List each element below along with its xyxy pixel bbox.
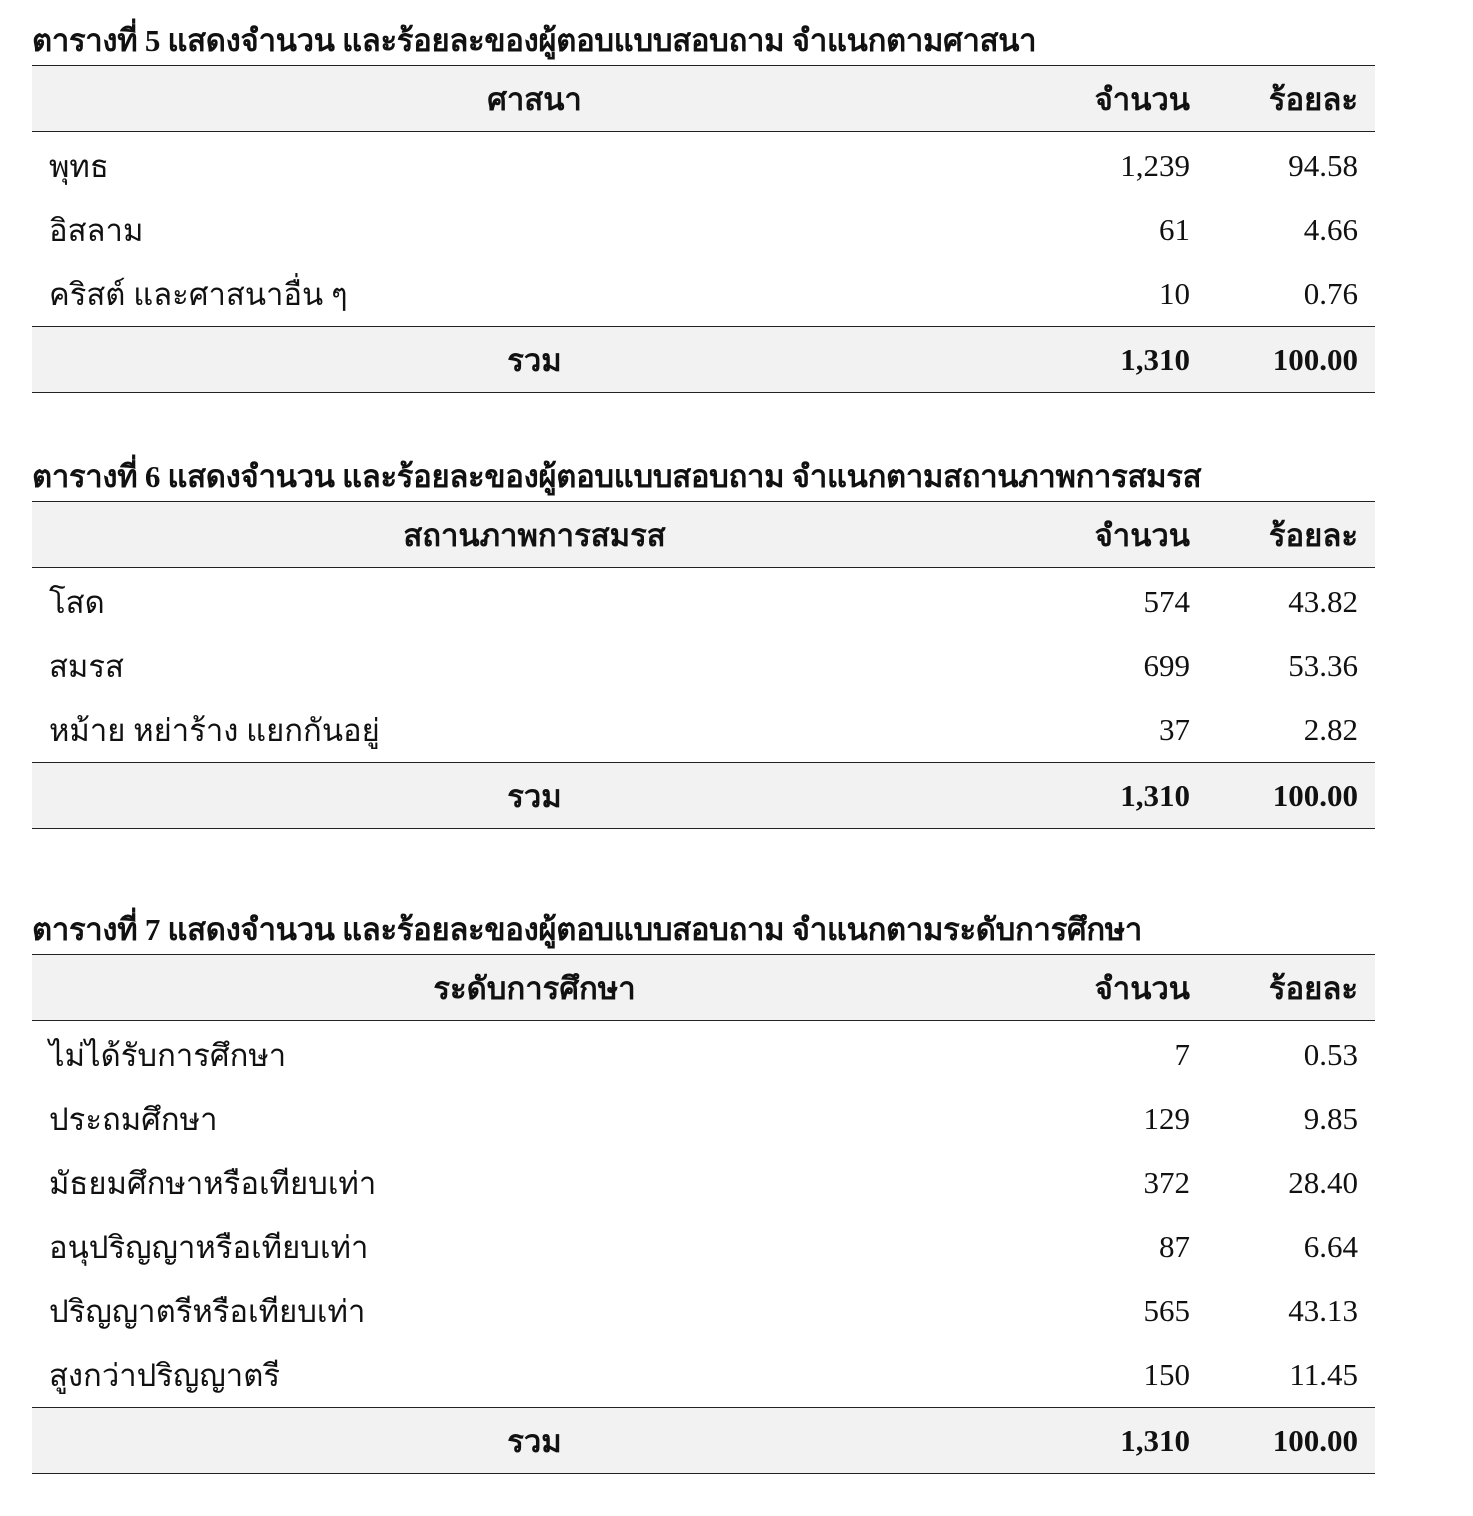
- row-percent: 9.85: [1303, 1101, 1358, 1136]
- column-header-count: จำนวน: [1094, 970, 1190, 1006]
- row-percent: 53.36: [1288, 648, 1358, 683]
- row-label: หม้าย หย่าร้าง แยกกันอยู่: [49, 713, 380, 748]
- column-header-category: ศาสนา: [487, 81, 582, 117]
- row-label: ประถมศึกษา: [49, 1102, 218, 1137]
- row-percent: 2.82: [1303, 712, 1358, 747]
- column-header-category: ระดับการศึกษา: [433, 970, 636, 1006]
- row-label: อิสลาม: [49, 213, 144, 248]
- row-count: 565: [1143, 1293, 1190, 1328]
- caption-prefix: ตารางที่ 6: [32, 459, 161, 494]
- data-table: [32, 501, 1375, 829]
- row-label: อนุปริญญาหรือเทียบเท่า: [49, 1230, 369, 1265]
- row-percent: 94.58: [1288, 148, 1358, 183]
- header-row: [32, 955, 1375, 1021]
- total-percent: 100.00: [1272, 1422, 1358, 1458]
- caption-text: แสดงจำนวน และร้อยละของผู้ตอบแบบสอบถาม จำแนกตามสถานภาพการสมรส: [167, 459, 1202, 494]
- table-caption: [32, 910, 1142, 950]
- row-percent: 43.13: [1288, 1293, 1358, 1328]
- total-count: 1,310: [1120, 1422, 1190, 1458]
- row-count: 372: [1143, 1165, 1190, 1200]
- header-row: [32, 502, 1375, 568]
- table-row: [32, 634, 1375, 698]
- row-percent: 11.45: [1289, 1357, 1358, 1392]
- caption-prefix: ตารางที่ 5: [32, 23, 161, 58]
- row-count: 10: [1159, 276, 1190, 311]
- row-label: สูงกว่าปริญญาตรี: [49, 1358, 280, 1393]
- row-label: โสด: [49, 585, 105, 620]
- table-caption: [32, 21, 1036, 61]
- total-row: [32, 327, 1375, 393]
- total-label: รวม: [507, 342, 562, 378]
- row-count: 150: [1143, 1357, 1190, 1392]
- table-row: [32, 198, 1375, 262]
- total-percent: 100.00: [1272, 341, 1358, 377]
- header-row: [32, 66, 1375, 132]
- table-row: [32, 1215, 1375, 1279]
- caption-text: แสดงจำนวน และร้อยละของผู้ตอบแบบสอบถาม จำแนกตามศาสนา: [167, 23, 1037, 58]
- row-label: ปริญญาตรีหรือเทียบเท่า: [49, 1294, 366, 1329]
- table-row: [32, 262, 1375, 327]
- row-count: 37: [1159, 712, 1190, 747]
- row-percent: 0.53: [1303, 1037, 1358, 1072]
- row-label: พุทธ: [49, 149, 109, 184]
- row-count: 87: [1159, 1229, 1190, 1264]
- column-header-count: จำนวน: [1094, 517, 1190, 553]
- column-header-count: จำนวน: [1094, 81, 1190, 117]
- data-table: [32, 954, 1375, 1474]
- table-row: [32, 568, 1375, 635]
- total-row: [32, 763, 1375, 829]
- table-row: [32, 1343, 1375, 1408]
- row-label: สมรส: [49, 649, 124, 684]
- row-label: มัธยมศึกษาหรือเทียบเท่า: [49, 1166, 377, 1201]
- row-percent: 0.76: [1303, 276, 1358, 311]
- total-count: 1,310: [1120, 341, 1190, 377]
- data-table: [32, 65, 1375, 393]
- total-percent: 100.00: [1272, 777, 1358, 813]
- table-row: [32, 1021, 1375, 1088]
- row-percent: 43.82: [1288, 584, 1358, 619]
- column-header-percent: ร้อยละ: [1268, 517, 1358, 553]
- table-row: [32, 1279, 1375, 1343]
- total-label: รวม: [507, 1423, 562, 1459]
- row-count: 699: [1143, 648, 1190, 683]
- caption-text: แสดงจำนวน และร้อยละของผู้ตอบแบบสอบถาม จำแนกตามระดับการศึกษา: [167, 912, 1143, 947]
- total-row: [32, 1408, 1375, 1474]
- total-label: รวม: [507, 778, 562, 814]
- row-label: ไม่ได้รับการศึกษา: [49, 1038, 287, 1073]
- table-row: [32, 698, 1375, 763]
- row-count: 61: [1159, 212, 1190, 247]
- table-row: [32, 1087, 1375, 1151]
- column-header-category: สถานภาพการสมรส: [403, 517, 666, 553]
- caption-prefix: ตารางที่ 7: [32, 912, 161, 947]
- row-count: 129: [1143, 1101, 1190, 1136]
- table-row: [32, 132, 1375, 199]
- column-header-percent: ร้อยละ: [1268, 970, 1358, 1006]
- row-percent: 4.66: [1303, 212, 1358, 247]
- total-count: 1,310: [1120, 777, 1190, 813]
- row-percent: 6.64: [1303, 1229, 1358, 1264]
- row-count: 574: [1143, 584, 1190, 619]
- row-count: 7: [1174, 1037, 1190, 1072]
- column-header-percent: ร้อยละ: [1268, 81, 1358, 117]
- row-count: 1,239: [1120, 148, 1190, 183]
- row-label: คริสต์ และศาสนาอื่น ๆ: [49, 277, 348, 312]
- table-caption: [32, 457, 1201, 497]
- row-percent: 28.40: [1288, 1165, 1358, 1200]
- table-row: [32, 1151, 1375, 1215]
